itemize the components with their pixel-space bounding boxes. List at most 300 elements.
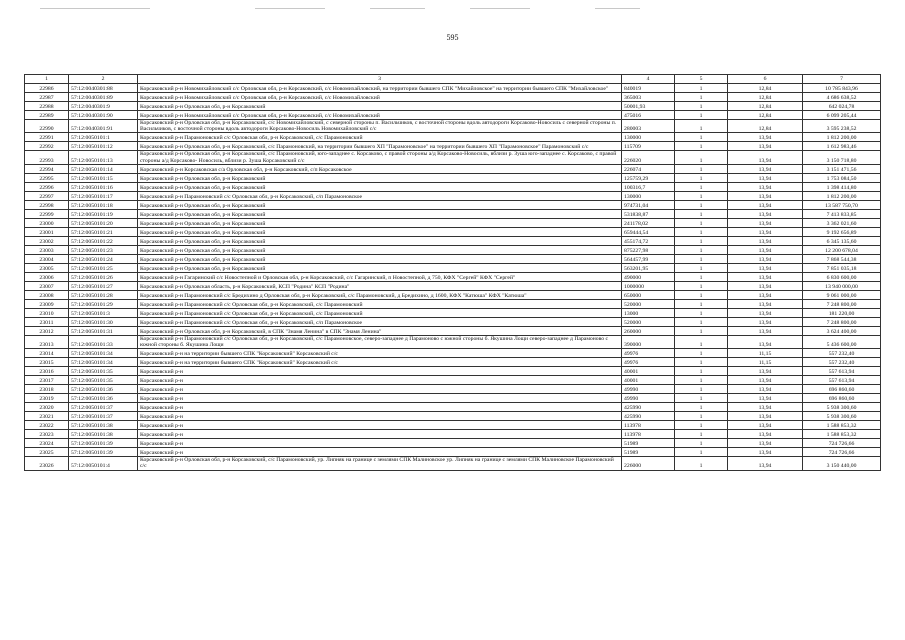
rate-cell: 13,94 [728, 421, 803, 430]
row-number-cell: 23019 [25, 394, 69, 403]
cadastral-value-cell: 5 938 300,60 [803, 412, 881, 421]
cadastral-value-cell: 5 436 600,00 [803, 335, 881, 348]
table-row [25, 218, 881, 227]
address-cell: Корсаковский р-н Орловская обл, р-н Корсаковский, с/с Парамоновский, юго-западнее с. Корсаково, с правой стороны а/д Корсаково-Новосиль, вблизи р. Зуша юго-западнее с. Корсаково, с правой стороны а/д Корсаково- Новосиль, вблизи р. Зуша Корсаковский с/с [138, 151, 622, 164]
rate-cell: 11,15 [728, 349, 803, 358]
row-number-cell: 22990 [25, 120, 69, 133]
area-cell: 100316,7 [622, 182, 675, 191]
rate-cell: 11,15 [728, 358, 803, 367]
cadastral-value-cell: 4 686 638,52 [803, 93, 881, 102]
area-cell: 390000 [622, 335, 675, 348]
rate-cell: 13,94 [728, 182, 803, 191]
area-cell: 50001,93 [622, 102, 675, 111]
count-cell: 1 [675, 281, 728, 290]
rate-cell: 13,94 [728, 376, 803, 385]
row-number-cell: 23012 [25, 326, 69, 335]
cadastral-number-cell: 57:12:0050101:4 [69, 457, 138, 470]
address-cell: Корсаковский р-н Новомихайловский с/с Орловская обл, р-н Корсаковский, с/с Новомихайловский [138, 111, 622, 120]
address-cell: Корсаковский р-н Орловская обл, р-н Корсаковский [138, 173, 622, 182]
cadastral-number-cell: 57:12:0050101:20 [69, 218, 138, 227]
column-header: 1 [25, 75, 69, 84]
cadastral-number-cell: 57:12:0050101:35 [69, 376, 138, 385]
rate-cell: 13,94 [728, 151, 803, 164]
cadastral-value-cell: 642 024,78 [803, 102, 881, 111]
count-cell: 1 [675, 142, 728, 151]
row-number-cell: 23004 [25, 254, 69, 263]
area-cell: 51989 [622, 439, 675, 448]
count-cell: 1 [675, 326, 728, 335]
cadastral-value-cell: 1 612 983,46 [803, 142, 881, 151]
rate-cell: 13,94 [728, 439, 803, 448]
rate-cell: 13,94 [728, 281, 803, 290]
count-cell: 1 [675, 133, 728, 142]
address-cell: Корсаковский р-н Орловская обл, р-н Корсаковский [138, 102, 622, 111]
cadastral-value-cell: 6 345 135,60 [803, 236, 881, 245]
row-number-cell: 23010 [25, 308, 69, 317]
address-cell: Корсаковский р-н Новомихайловский с/с Орловская обл, р-н Корсаковский, с/с Новомихайловский, на территории бывшего СПК "Михайловское" на территории бывшего СПК "Михайловское" [138, 84, 622, 93]
rate-cell: 13,94 [728, 457, 803, 470]
rate-cell: 13,94 [728, 290, 803, 299]
rate-cell: 13,94 [728, 403, 803, 412]
count-cell: 1 [675, 182, 728, 191]
rate-cell: 13,94 [728, 299, 803, 308]
count-cell: 1 [675, 403, 728, 412]
cadastral-value-cell: 1 398 414,80 [803, 182, 881, 191]
cadastral-number-cell: 57:12:0050101:31 [69, 326, 138, 335]
address-cell: Корсаковский р-н Орловская обл, р-н Корсаковский [138, 254, 622, 263]
cadastral-number-cell: 57:12:0040301:90 [69, 111, 138, 120]
address-cell: Корсаковский р-н Орловская обл, р-н Корсаковский, в СПК "Знамя Ленина" в СПК "Знамя Ленина" [138, 326, 622, 335]
count-cell: 1 [675, 457, 728, 470]
address-cell: Корсаковский р-н Орловская обл, р-н Корсаковский [138, 245, 622, 254]
count-cell: 1 [675, 358, 728, 367]
count-cell: 1 [675, 430, 728, 439]
address-cell: Корсаковский р-н Новомихайловский с/с Орловская обл, р-н Корсаковский, с/с Новомихайловский [138, 93, 622, 102]
count-cell: 1 [675, 299, 728, 308]
cadastral-number-cell: 57:12:0050101:34 [69, 349, 138, 358]
count-cell: 1 [675, 308, 728, 317]
table-row [25, 200, 881, 209]
rate-cell: 12,84 [728, 93, 803, 102]
area-cell: 875227,98 [622, 245, 675, 254]
cadastral-number-cell: 57:12:0050101:35 [69, 367, 138, 376]
cadastral-value-cell: 7 851 035,18 [803, 263, 881, 272]
area-cell: 659444,54 [622, 227, 675, 236]
scan-artifact [370, 8, 425, 9]
cadastral-value-cell: 557 232,40 [803, 349, 881, 358]
area-cell: 226020 [622, 151, 675, 164]
row-number-cell: 23005 [25, 263, 69, 272]
count-cell: 1 [675, 385, 728, 394]
address-cell: Корсаковский р-н [138, 430, 622, 439]
cadastral-value-cell: 724 726,66 [803, 439, 881, 448]
area-cell: 113978 [622, 421, 675, 430]
scan-artifact [470, 8, 530, 9]
scan-artifact [255, 8, 325, 9]
count-cell: 1 [675, 173, 728, 182]
row-number-cell: 22998 [25, 200, 69, 209]
cadastral-value-cell: 696 860,60 [803, 394, 881, 403]
count-cell: 1 [675, 191, 728, 200]
rate-cell: 13,94 [728, 164, 803, 173]
rate-cell: 13,94 [728, 191, 803, 200]
row-number-cell: 23009 [25, 299, 69, 308]
area-cell: 520000 [622, 317, 675, 326]
table-row [25, 335, 881, 348]
area-cell: 564457,99 [622, 254, 675, 263]
row-number-cell: 23000 [25, 218, 69, 227]
rate-cell: 13,94 [728, 133, 803, 142]
area-cell: 425990 [622, 403, 675, 412]
rate-cell: 13,94 [728, 254, 803, 263]
row-number-cell: 23015 [25, 358, 69, 367]
cadastral-value-cell: 3 150 440,00 [803, 457, 881, 470]
table-row [25, 349, 881, 358]
address-cell: Корсаковский р-н Орловская обл, р-н Корсаковский [138, 263, 622, 272]
cadastral-number-cell: 57:12:0050101:17 [69, 191, 138, 200]
row-number-cell: 23022 [25, 421, 69, 430]
cadastral-value-cell: 3 150 718,80 [803, 151, 881, 164]
table-row [25, 412, 881, 421]
cadastral-value-cell: 1 812 200,00 [803, 133, 881, 142]
area-cell: 260000 [622, 326, 675, 335]
count-cell: 1 [675, 376, 728, 385]
rate-cell: 13,94 [728, 236, 803, 245]
table-row [25, 111, 881, 120]
area-cell: 40001 [622, 376, 675, 385]
address-cell: Корсаковский р-н Парамоновский с/с Орловская обл, р-н Корсаковский, с/с Парамоновский [138, 133, 622, 142]
table-row [25, 102, 881, 111]
table-row [25, 376, 881, 385]
address-cell: Корсаковский р-н [138, 448, 622, 457]
cadastral-number-cell: 57:12:0050101:38 [69, 430, 138, 439]
cadastral-number-cell: 57:12:0050101:30 [69, 317, 138, 326]
rate-cell: 13,94 [728, 173, 803, 182]
address-cell: Корсаковский р-н Парамоновский с/с Орловская обл, р-н Корсаковский, с/с Парамоновское, северо-западнее д Парамоново с южной стороны б. Якушина Лощи северо-западнее д Парамоново с южной стороны б. Якушина Лощи [138, 335, 622, 348]
cadastral-number-cell: 57:12:0050101:14 [69, 164, 138, 173]
table-row [25, 245, 881, 254]
rate-cell: 13,94 [728, 326, 803, 335]
area-cell: 840019 [622, 84, 675, 93]
column-header: 6 [728, 75, 803, 84]
cadastral-value-cell: 13 587 750,70 [803, 200, 881, 209]
row-number-cell: 22994 [25, 164, 69, 173]
rate-cell: 13,94 [728, 200, 803, 209]
count-cell: 1 [675, 120, 728, 133]
area-cell: 425990 [622, 412, 675, 421]
row-number-cell: 22997 [25, 191, 69, 200]
area-cell: 455174,72 [622, 236, 675, 245]
cadastral-value-cell: 3 362 021,60 [803, 218, 881, 227]
table-row [25, 326, 881, 335]
cadastral-number-cell: 57:12:0050101:22 [69, 236, 138, 245]
column-header: 3 [138, 75, 622, 84]
area-cell: 49976 [622, 358, 675, 367]
row-number-cell: 22987 [25, 93, 69, 102]
cadastral-value-cell: 13 940 000,00 [803, 281, 881, 290]
count-cell: 1 [675, 335, 728, 348]
cadastral-number-cell: 57:12:0050101:25 [69, 263, 138, 272]
cadastral-value-cell: 1 753 084,50 [803, 173, 881, 182]
count-cell: 1 [675, 151, 728, 164]
cadastral-value-cell: 3 595 238,52 [803, 120, 881, 133]
table-row [25, 317, 881, 326]
page-number: 595 [446, 33, 459, 42]
address-cell: Корсаковский р-н Парамоновский с/с Орловская обл, р-н Корсаковский, с/с Парамоновский [138, 308, 622, 317]
count-cell: 1 [675, 200, 728, 209]
area-cell: 226074 [622, 164, 675, 173]
count-cell: 1 [675, 111, 728, 120]
cadastral-number-cell: 57:12:0040301:91 [69, 120, 138, 133]
rate-cell: 13,94 [728, 412, 803, 421]
cadastral-number-cell: 57:12:0040301:9 [69, 102, 138, 111]
table-row [25, 133, 881, 142]
cadastral-value-cell: 724 726,66 [803, 448, 881, 457]
cadastral-value-cell: 5 938 300,60 [803, 403, 881, 412]
address-cell: Корсаковский р-н Орловская область, р-н Корсаковский, КСП "Родина" КСП "Родина" [138, 281, 622, 290]
cadastral-number-cell: 57:12:0050101:38 [69, 421, 138, 430]
count-cell: 1 [675, 272, 728, 281]
address-cell: Корсаковский р-н Орловская обл, р-н Корсаковский, с/с Парамоновский, на территории бывшего ХП "Парамоновское" на территории бывшего ХП "Парамоновское" Парамоновский с/с [138, 142, 622, 151]
table-row [25, 439, 881, 448]
count-cell: 1 [675, 367, 728, 376]
count-cell: 1 [675, 227, 728, 236]
row-number-cell: 23016 [25, 367, 69, 376]
scan-artifact [595, 8, 640, 9]
cadastral-number-cell: 57:12:0050101:3 [69, 308, 138, 317]
column-header: 5 [675, 75, 728, 84]
table-row [25, 385, 881, 394]
count-cell: 1 [675, 349, 728, 358]
cadastral-value-cell: 9 192 656,89 [803, 227, 881, 236]
row-number-cell: 22993 [25, 151, 69, 164]
row-number-cell: 23024 [25, 439, 69, 448]
cadastral-number-cell: 57:12:0050101:12 [69, 142, 138, 151]
count-cell: 1 [675, 245, 728, 254]
rate-cell: 13,94 [728, 308, 803, 317]
cadastral-number-cell: 57:12:0050101:13 [69, 151, 138, 164]
address-cell: Корсаковский р-н Орловская обл, р-н Корсаковский [138, 218, 622, 227]
count-cell: 1 [675, 290, 728, 299]
area-cell: 490000 [622, 272, 675, 281]
table-row [25, 263, 881, 272]
rate-cell: 13,94 [728, 385, 803, 394]
area-cell: 49990 [622, 394, 675, 403]
table-row [25, 254, 881, 263]
rate-cell: 13,94 [728, 367, 803, 376]
table-row [25, 120, 881, 133]
row-number-cell: 23014 [25, 349, 69, 358]
area-cell: 1000000 [622, 281, 675, 290]
table-row [25, 448, 881, 457]
cadastral-number-cell: 57:12:0050101:37 [69, 403, 138, 412]
table-row [25, 421, 881, 430]
cadastral-number-cell: 57:12:0050101:36 [69, 394, 138, 403]
address-cell: Корсаковский р-н Орловская обл, р-н Корсаковский [138, 227, 622, 236]
cadastral-value-cell: 181 220,00 [803, 308, 881, 317]
address-cell: Корсаковский р-н [138, 439, 622, 448]
address-cell: Корсаковский р-н [138, 367, 622, 376]
row-number-cell: 22989 [25, 111, 69, 120]
cadastral-number-cell: 57:12:0050101:28 [69, 290, 138, 299]
rate-cell: 13,94 [728, 448, 803, 457]
table-row [25, 394, 881, 403]
cadastral-value-cell: 696 860,60 [803, 385, 881, 394]
cadastral-number-cell: 57:12:0050101:23 [69, 245, 138, 254]
table-row [25, 151, 881, 164]
area-cell: 49976 [622, 349, 675, 358]
count-cell: 1 [675, 84, 728, 93]
table-row [25, 227, 881, 236]
rate-cell: 13,94 [728, 227, 803, 236]
cadastral-number-cell: 57:12:0050101:39 [69, 448, 138, 457]
count-cell: 1 [675, 439, 728, 448]
address-cell: Корсаковский р-н [138, 376, 622, 385]
cadastral-number-cell: 57:12:0050101:29 [69, 299, 138, 308]
column-header-row [25, 75, 881, 84]
area-cell: 49990 [622, 385, 675, 394]
cadastral-number-cell: 57:12:0040301:88 [69, 84, 138, 93]
area-cell: 475016 [622, 111, 675, 120]
count-cell: 1 [675, 394, 728, 403]
table-row [25, 308, 881, 317]
area-cell: 226000 [622, 457, 675, 470]
count-cell: 1 [675, 421, 728, 430]
cadastral-value-cell: 3 151 471,56 [803, 164, 881, 173]
rate-cell: 13,94 [728, 272, 803, 281]
cadastral-number-cell: 57:12:0050101:26 [69, 272, 138, 281]
row-number-cell: 23026 [25, 457, 69, 470]
row-number-cell: 23017 [25, 376, 69, 385]
rate-cell: 13,94 [728, 245, 803, 254]
count-cell: 1 [675, 317, 728, 326]
count-cell: 1 [675, 102, 728, 111]
row-number-cell: 23008 [25, 290, 69, 299]
row-number-cell: 23013 [25, 335, 69, 348]
address-cell: Корсаковский р-н Парамоновский с/с Орловская обл, р-н Корсаковский, с/п Парамоновское [138, 317, 622, 326]
area-cell: 40001 [622, 367, 675, 376]
table-row [25, 191, 881, 200]
count-cell: 1 [675, 412, 728, 421]
row-number-cell: 22996 [25, 182, 69, 191]
cadastral-value-cell: 1 588 853,32 [803, 421, 881, 430]
column-header: 4 [622, 75, 675, 84]
address-cell: Корсаковский р-н Орловская обл, р-н Корсаковский [138, 182, 622, 191]
row-number-cell: 23006 [25, 272, 69, 281]
area-cell: 130000 [622, 191, 675, 200]
address-cell: Корсаковский р-н [138, 394, 622, 403]
cadastral-number-cell: 57:12:0040301:89 [69, 93, 138, 102]
address-cell: Корсаковский р-н Парамоновский с/с Орловская обл, р-н Корсаковский, с/п Парамоновское [138, 191, 622, 200]
register-table [24, 74, 881, 471]
area-cell: 13000 [622, 308, 675, 317]
count-cell: 1 [675, 93, 728, 102]
address-cell: Корсаковский р-н Гагаринский с/с Новостепной и Орловская обл, р-н Корсаковский, с/с Гагаринский, п Новостепной, д 750, КФХ "Сергей" КФХ "Сергей" [138, 272, 622, 281]
area-cell: 241178,02 [622, 218, 675, 227]
cadastral-value-cell: 7 248 800,00 [803, 299, 881, 308]
rate-cell: 13,94 [728, 142, 803, 151]
address-cell: Корсаковский р-н Корсаковская с/а Орловская обл, р-н Корсаковский, с/п Корсаковское [138, 164, 622, 173]
table-row [25, 164, 881, 173]
address-cell: Корсаковский р-н [138, 385, 622, 394]
cadastral-value-cell: 6 830 600,00 [803, 272, 881, 281]
cadastral-number-cell: 57:12:0050101:24 [69, 254, 138, 263]
area-cell: 531838,87 [622, 209, 675, 218]
cadastral-number-cell: 57:12:0050101:16 [69, 182, 138, 191]
address-cell: Корсаковский р-н Орловская обл, р-н Корсаковский [138, 200, 622, 209]
cadastral-number-cell: 57:12:0050101:1 [69, 133, 138, 142]
table-row [25, 403, 881, 412]
cadastral-number-cell: 57:12:0050101:15 [69, 173, 138, 182]
row-number-cell: 22986 [25, 84, 69, 93]
cadastral-value-cell: 3 624 400,00 [803, 326, 881, 335]
address-cell: Корсаковский р-н на территории бывшего СПК "Корсаковский" Корсаковский с/с [138, 349, 622, 358]
rate-cell: 13,94 [728, 394, 803, 403]
area-cell: 563201,95 [622, 263, 675, 272]
cadastral-number-cell: 57:12:0050101:19 [69, 209, 138, 218]
rate-cell: 13,94 [728, 209, 803, 218]
table-row [25, 367, 881, 376]
cadastral-value-cell: 7 413 833,85 [803, 209, 881, 218]
rate-cell: 12,84 [728, 84, 803, 93]
address-cell: Корсаковский р-н [138, 421, 622, 430]
rate-cell: 13,94 [728, 263, 803, 272]
area-cell: 280003 [622, 120, 675, 133]
table-row [25, 173, 881, 182]
cadastral-value-cell: 1 588 853,32 [803, 430, 881, 439]
cadastral-value-cell: 7 248 800,00 [803, 317, 881, 326]
cadastral-number-cell: 57:12:0050101:27 [69, 281, 138, 290]
area-cell: 974731,04 [622, 200, 675, 209]
area-cell: 115709 [622, 142, 675, 151]
address-cell: Корсаковский р-н [138, 403, 622, 412]
rate-cell: 13,94 [728, 335, 803, 348]
table-row [25, 142, 881, 151]
area-cell: 650000 [622, 290, 675, 299]
address-cell: Корсаковский р-н Парамоновский с/с Орловская обл, р-н Корсаковский, с/с Парамоновский [138, 299, 622, 308]
row-number-cell: 22992 [25, 142, 69, 151]
rate-cell: 13,94 [728, 218, 803, 227]
cadastral-number-cell: 57:12:0050101:18 [69, 200, 138, 209]
row-number-cell: 23025 [25, 448, 69, 457]
row-number-cell: 23018 [25, 385, 69, 394]
scan-artifact [40, 8, 150, 9]
row-number-cell: 22988 [25, 102, 69, 111]
rate-cell: 12,84 [728, 102, 803, 111]
area-cell: 520000 [622, 299, 675, 308]
row-number-cell: 23001 [25, 227, 69, 236]
table-row [25, 457, 881, 470]
column-header: 7 [803, 75, 881, 84]
cadastral-number-cell: 57:12:0050101:21 [69, 227, 138, 236]
cadastral-value-cell: 557 613,94 [803, 376, 881, 385]
row-number-cell: 23011 [25, 317, 69, 326]
table-row [25, 430, 881, 439]
row-number-cell: 23007 [25, 281, 69, 290]
table-row [25, 272, 881, 281]
cadastral-value-cell: 12 200 678,04 [803, 245, 881, 254]
address-cell: Корсаковский р-н Орловская обл, р-н Корсаковский, с/с Новомихайловский, с северной стороны п. Васильчиков, с восточной стороны вдоль автодороги Корсаково-Новосиль с северной стороны п. Васильчиков, с восточной стороны вдоль автодороги Корсаково-Новосиль Новомихайловский с/с [138, 120, 622, 133]
count-cell: 1 [675, 448, 728, 457]
area-cell: 130000 [622, 133, 675, 142]
cadastral-number-cell: 57:12:0050101:37 [69, 412, 138, 421]
cadastral-number-cell: 57:12:0050101:36 [69, 385, 138, 394]
row-number-cell: 23021 [25, 412, 69, 421]
cadastral-value-cell: 6 099 205,44 [803, 111, 881, 120]
row-number-cell: 22995 [25, 173, 69, 182]
table-row [25, 236, 881, 245]
address-cell: Корсаковский р-н на территории бывшего СПК "Корсаковский" Корсаковский с/с [138, 358, 622, 367]
